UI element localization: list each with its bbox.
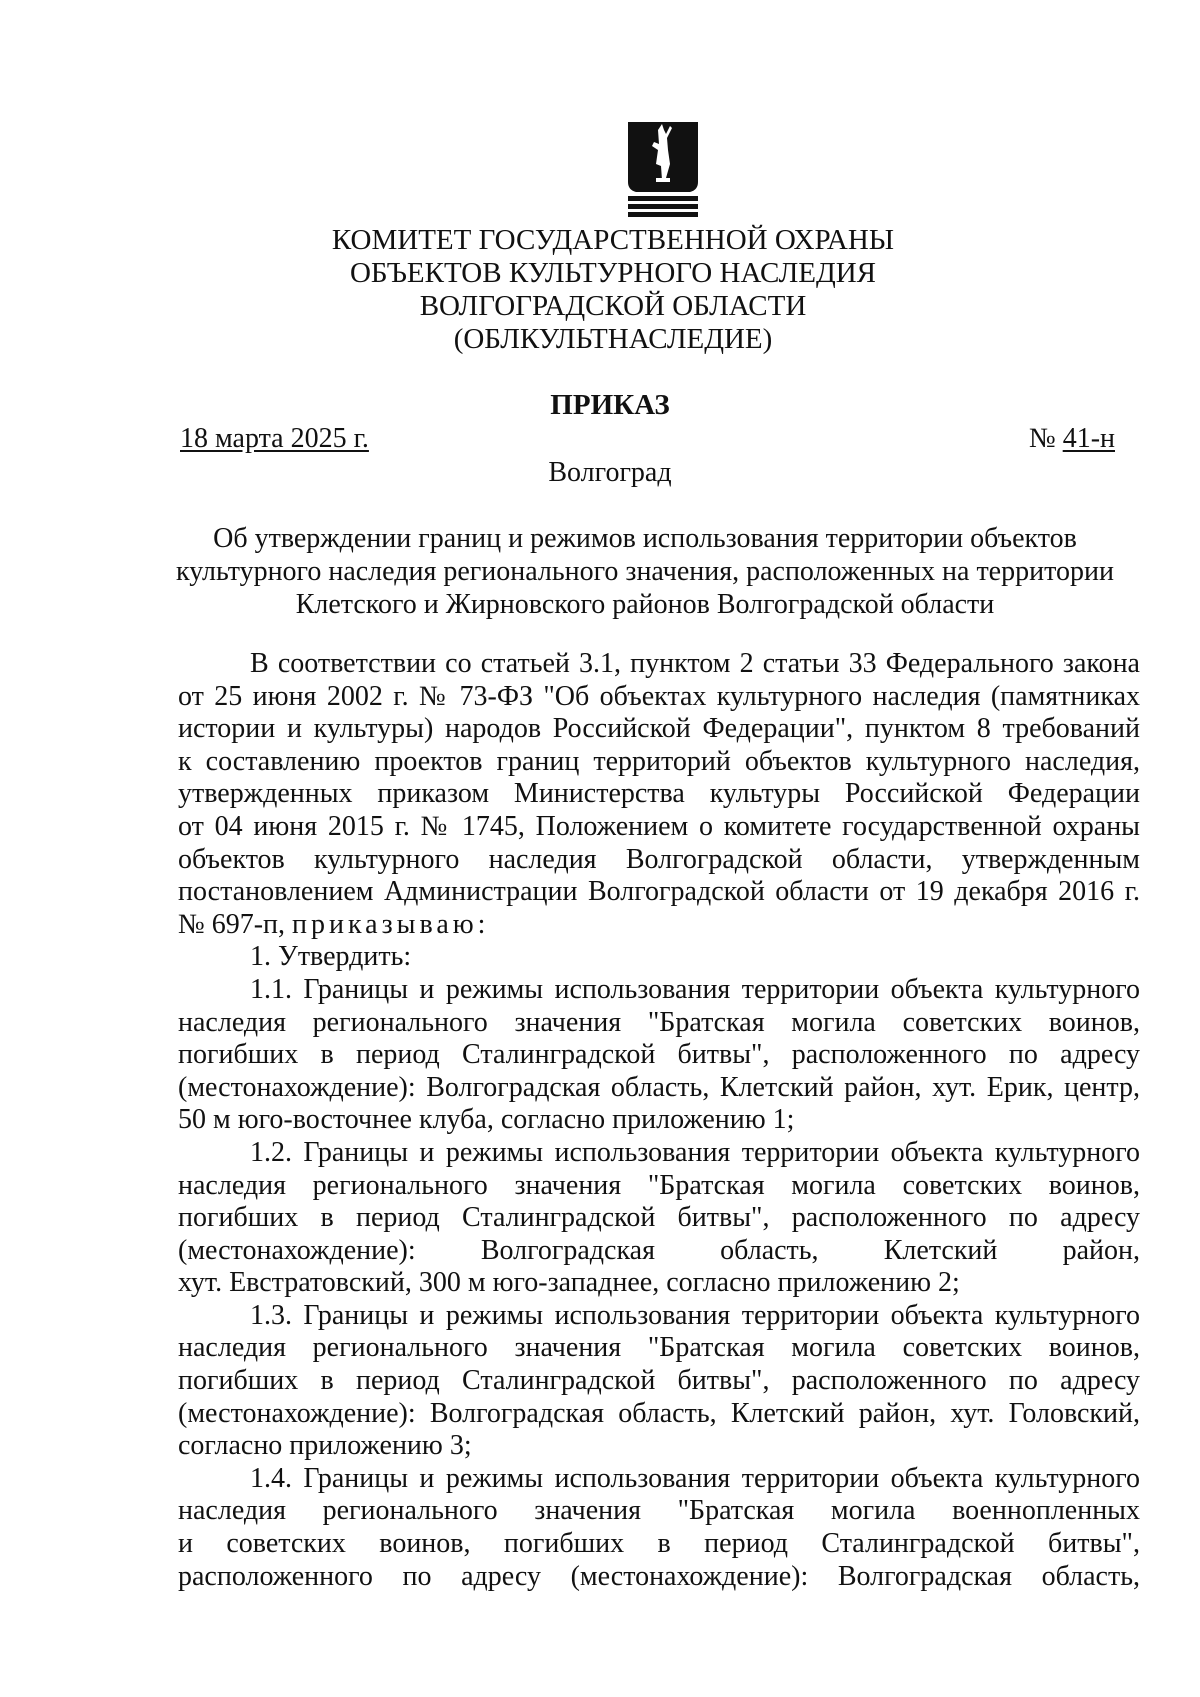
preamble-end-prefix: № 697-п, [178,908,293,940]
subitem-line: хут. Евстратовский, 300 м юго-западнее, согласно приложению 2; [178,1267,960,1299]
document-body [178,648,1140,1593]
preamble [178,648,1140,941]
document-number [1029,422,1115,456]
subitem-line: наследия регионального значения "Братская могила советских воинов, [178,1332,1140,1364]
subitem-line: согласно приложению 3; [178,1430,472,1462]
document-city: Волгоград [548,457,672,488]
subitem-line: расположенного по адресу (местонахождение): Волгоградская область, [178,1560,1140,1592]
preamble-line: постановлением Администрации Волгоградской области от 19 декабря 2016 г. [178,876,1140,908]
committee-line: КОМИТЕТ ГОСУДАРСТВЕННОЙ ОХРАНЫ [331,224,895,256]
number-prefix: № [1028,423,1063,454]
subitem-line: и советских воинов, погибших в период Сталинградской битвы", [178,1528,1140,1560]
coat-of-arms-icon [626,120,700,222]
committee-name [0,224,1200,356]
subitem-line: (местонахождение): Волгоградская область, Клетский район, [178,1234,1140,1266]
subject-line: Клетского и Жирновского районов Волгоградской области [295,589,995,620]
subitem-line: (местонахождение): Волгоградская область, Клетский район, хут. Головский, [178,1397,1140,1429]
preamble-line: истории и культуры) народов Российской Федерации", пунктом 8 требований [178,713,1140,745]
subitem-1-4 [178,1463,1140,1593]
item-1: 1. Утвердить: [250,941,412,973]
order-word: приказываю: [292,908,490,940]
preamble-line: объектов культурного наследия Волгоградской области, утвержденным [178,843,1140,875]
subitem-line: 50 м юго-восточнее клуба, согласно приложению 1; [178,1104,795,1136]
committee-line: ОБЪЕКТОВ КУЛЬТУРНОГО НАСЛЕДИЯ [349,257,877,289]
subject-line: Об утверждении границ и режимов использования территории объектов [213,523,1077,554]
subitem-line: 1.1. Границы и режимы использования территории объекта культурного [250,973,1140,1005]
committee-line: (ОБЛКУЛЬТНАСЛЕДИЕ) [453,323,773,355]
subitem-line: погибших в период Сталинградской битвы", расположенного по адресу [178,1365,1140,1397]
subitem-line: 1.4. Границы и режимы использования территории объекта культурного [250,1462,1140,1494]
subitem-1-2 [178,1137,1140,1300]
subitem-line: погибших в период Сталинградской битвы", расположенного по адресу [178,1039,1140,1071]
preamble-line: от 04 июня 2015 г. № 1745, Положением о комитете государственной охраны [178,810,1140,842]
number-value: 41-н [1062,423,1115,454]
subitem-line: 1.3. Границы и режимы использования территории объекта культурного [250,1299,1140,1331]
subject-line: культурного наследия регионального значения, расположенных на территории [176,556,1114,587]
subitem-1-3 [178,1300,1140,1463]
document-date: 18 марта 2025 г. [180,423,369,454]
subitem-line: погибших в период Сталинградской битвы", расположенного по адресу [178,1202,1140,1234]
subitem-line: 1.2. Границы и режимы использования территории объекта культурного [250,1136,1140,1168]
preamble-line: В соответствии со статьей 3.1, пунктом 2 статьи 33 Федерального закона [250,648,1140,679]
subitem-1-1 [178,974,1140,1137]
preamble-line [178,909,1140,942]
subitem-line: (местонахождение): Волгоградская область, Клетский район, хут. Ерик, центр, [178,1071,1140,1103]
subitem-line: наследия регионального значения "Братская могила советских воинов, [178,1006,1140,1038]
preamble-line: от 25 июня 2002 г. № 73-ФЗ "Об объектах культурного наследия (памятниках [178,680,1140,712]
subitem-line: наследия регионального значения "Братская могила советских воинов, [178,1169,1140,1201]
document-subject [150,522,1140,621]
committee-line: ВОЛГОГРАДСКОЙ ОБЛАСТИ [419,290,807,322]
document-type-title: ПРИКАЗ [550,389,670,421]
preamble-line: утвержденных приказом Министерства культуры Российской Федерации [178,778,1140,810]
preamble-line: к составлению проектов границ территорий объектов культурного наследия, [178,745,1140,777]
subitem-line: наследия регионального значения "Братская могила военнопленных [178,1495,1140,1527]
